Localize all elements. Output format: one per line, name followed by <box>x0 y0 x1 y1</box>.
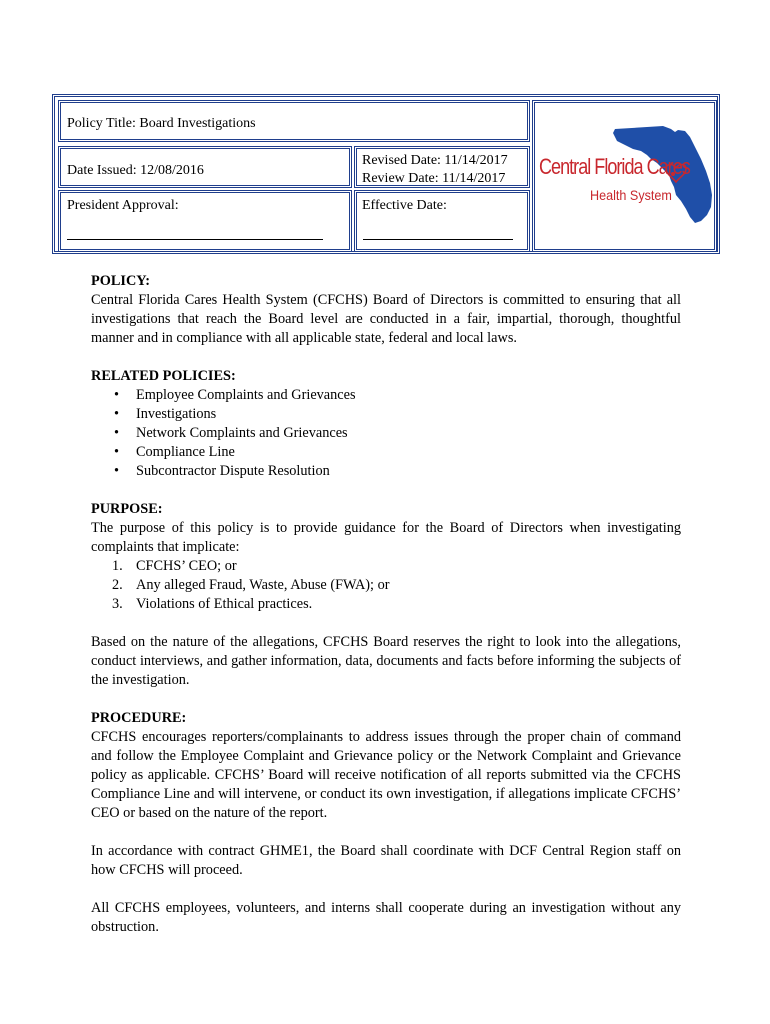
revised-review-cell <box>354 146 530 188</box>
related-policy-item: • Network Complaints and Grievances <box>91 424 681 443</box>
purpose-heading: PURPOSE: <box>91 501 163 517</box>
policy-title-cell <box>58 100 530 142</box>
purpose-intro: The purpose of this policy is to provide guidance for the Board of Directors when investigating complaints that implicate: <box>91 520 681 555</box>
purpose-note: Based on the nature of the allegations, CFCHS Board reserves the right to look into the allegations, conduct interviews, and gather information, data, documents and facts before informing the subjects of the investigation. <box>91 634 681 688</box>
purpose-item: 3. Violations of Ethical practices. <box>112 596 313 612</box>
logo-cell <box>532 100 717 252</box>
review-date: Review Date: 11/14/2017 <box>362 171 506 186</box>
procedure-heading: PROCEDURE: <box>91 710 187 726</box>
policy-body <box>91 272 681 937</box>
president-approval-cell <box>58 190 352 252</box>
policy-text: Central Florida Cares Health System (CFCHS) Board of Directors is committed to ensuring that all investigations that reach the Board level are conducted in a fair, impartial, thorough, thoughtful manner and in compliance with all applicable state, federal and local laws. <box>91 292 681 346</box>
purpose-item: 1. CFCHS’ CEO; or <box>112 558 237 574</box>
procedure-paragraph-1: CFCHS encourages reporters/complainants to address issues through the proper chain of command and follow the Employee Complaint and Grievance policy or the Network Complaint and Grievance policy as applicable. CFCHS’ Board will receive notification of all reports submitted via the CFCHS Compliance Line and will intervene, or conduct its own investigation, if allegations implicate CFCHS’ CEO or based on the nature of the report. <box>91 729 681 821</box>
purpose-item: 2. Any alleged Fraud, Waste, Abuse (FWA); or <box>112 577 390 593</box>
related-policy-item: • Employee Complaints and Grievances <box>91 386 681 405</box>
effective-date-line <box>363 239 513 240</box>
effective-date-cell <box>354 190 530 252</box>
procedure-paragraph-3: All CFCHS employees, volunteers, and interns shall cooperate during an investigation without any obstruction. <box>91 900 681 935</box>
related-policy-item: • Investigations <box>91 405 681 424</box>
related-policy-item: • Compliance Line <box>91 443 681 462</box>
revised-date: Revised Date: 11/14/2017 <box>362 153 508 168</box>
logo-subtitle: Health System <box>590 187 672 203</box>
date-issued-cell <box>58 146 352 188</box>
effective-date-label: Effective Date: <box>362 198 447 213</box>
logo-title: Central Florida Cares <box>539 154 690 179</box>
procedure-paragraph-2: In accordance with contract GHME1, the Board shall coordinate with DCF Central Region staff on how CFCHS will proceed. <box>91 843 681 878</box>
related-policies-list <box>91 386 681 481</box>
policy-heading: POLICY: <box>91 273 151 289</box>
policy-header-table <box>52 94 720 254</box>
president-signature-line <box>67 239 323 240</box>
related-policy-item: • Subcontractor Dispute Resolution <box>91 462 681 481</box>
policy-title: Policy Title: Board Investigations <box>67 116 256 131</box>
date-issued: Date Issued: 12/08/2016 <box>67 163 204 178</box>
related-policies-heading: RELATED POLICIES: <box>91 368 236 384</box>
purpose-list <box>91 557 681 614</box>
president-approval-label: President Approval: <box>67 198 179 213</box>
